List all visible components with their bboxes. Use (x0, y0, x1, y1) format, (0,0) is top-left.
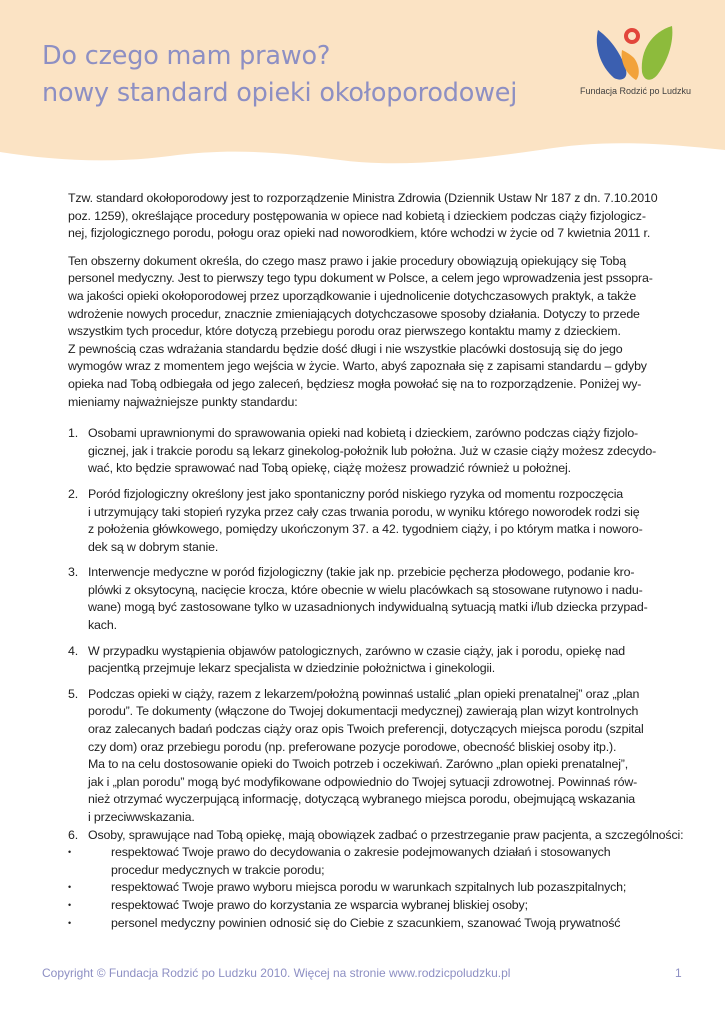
text-line: gicznej, jak i trakcie porodu są lekarz ginekolog-położnik lub położna. Już w czasie ciąży możesz zdecydo- (88, 443, 657, 458)
text-line: respektować Twoje prawo do korzystania ze wsparcia wybranej bliskiej osoby; (111, 897, 528, 912)
list-item (68, 486, 680, 556)
standard-points-list (68, 425, 684, 844)
list-item (68, 844, 680, 879)
text-line: dek są w dobrym stanie. (88, 539, 219, 554)
text-line: wymogów wraz z momentem jego wejścia w życie. Warto, abyś zapoznała się z zapisami standardu – gdyby (68, 359, 647, 374)
text-line: poz. 1259), określające procedury postępowania w opiece nad kobietą i dzieckiem podczas ciąży fizjologicz- (68, 208, 646, 223)
list-item (68, 425, 680, 478)
text-line: Osobami uprawnionymi do sprawowania opieki nad kobietą i dzieckiem, zarówno podczas ciąży fizjolo- (88, 426, 639, 441)
text-line: Ten obszerny dokument określa, do czego masz prawo i jakie procedury obowiązują opiekujący się Tobą (68, 253, 626, 268)
page-number: 1 (675, 966, 682, 980)
list-item (68, 643, 680, 678)
list-item (68, 897, 680, 915)
list-number: 3. (68, 565, 79, 580)
text-line: nej, fizjologicznego porodu, połogu oraz opieki nad noworodkiem, które wchodzi w życie od 7 kwietnia 2011 r. (68, 226, 651, 241)
list-item (68, 564, 680, 634)
overview-paragraph (68, 253, 680, 411)
footer-copyright: Copyright © Fundacja Rodzić po Ludzku 2010. Więcej na stronie www.rodzicpoludzku.pl (42, 966, 511, 980)
text-line: personel medyczny. Jest to pierwszy tego typu dokument w Polsce, a celem jego wprowadzenia jest pssopra- (68, 271, 653, 286)
logo-mark-icon (592, 20, 678, 84)
bullet-icon: • (68, 882, 72, 893)
text-line: mieniamy najważniejsze punkty standardu: (68, 394, 298, 409)
text-line: wszystkim tych procedur, które dotyczą przebiegu porodu oraz pierwszego kontaktu mamy z dzieckiem. (68, 324, 621, 339)
text-line: wać, kto będzie sprawować nad Tobą opiekę, ciążę możesz prowadzić również u położnej. (88, 461, 571, 476)
intro-paragraph (68, 190, 680, 243)
text-line: Osoby, sprawujące nad Tobą opiekę, mają obowiązek zadbać o przestrzeganie praw pacjenta, a szczególności: (88, 827, 684, 842)
title-line-1: Do czego mam prawo? (42, 41, 331, 71)
foundation-logo (580, 20, 690, 110)
text-line: Poród fizjologiczny określony jest jako spontaniczny poród niskiego ryzyka od momentu rozpoczęcia (88, 486, 624, 501)
text-line: jak i „plan porodu” mogą być modyfikowane odpowiednio do Twojej sytuacji zdrowotnej. Powinnaś rów- (88, 774, 638, 789)
document-body (68, 190, 684, 932)
page-title (42, 38, 517, 112)
text-line: pacjentką przejmuje lekarz specjalista w dziedzinie położnictwa i ginekologii. (88, 661, 496, 676)
text-line: personel medyczny powinien odnosić się do Ciebie z szacunkiem, szanować Twoją prywatność (111, 915, 621, 930)
list-item (68, 686, 680, 827)
list-item (68, 879, 680, 897)
text-line: opieka nad Tobą odbiegała od jego zaleceń, będziesz mogła powołać się na to rozporządzenie. Poniżej wy- (68, 376, 642, 391)
bullet-icon: • (68, 847, 72, 858)
text-line: Interwencje medyczne w poród fizjologiczny (takie jak np. przebicie pęcherza płodowego, podanie kro- (88, 565, 635, 580)
text-line: Podczas opieki w ciąży, razem z lekarzem/położną powinnaś ustalić „plan opieki prenatalnej” oraz „plan (88, 686, 640, 701)
list-number: 6. (68, 827, 79, 842)
patient-rights-list (68, 844, 680, 932)
text-line: plówki z oksytocyną, nacięcie krocza, które obecnie w wielu placówkach są stosowane rutynowo i nadu- (88, 582, 643, 597)
title-line-2: nowy standard opieki okołoporodowej (42, 78, 518, 108)
text-line: respektować Twoje prawo do decydowania o zakresie podejmowanych działań i stosowanych (111, 845, 611, 860)
text-line: Tzw. standard okołoporodowy jest to rozporządzenie Ministra Zdrowia (Dziennik Ustaw Nr 187 z dn. 7.10.2010 (68, 191, 658, 205)
list-number: 2. (68, 486, 79, 501)
logo-text: Fundacja Rodzić po Ludzku (580, 86, 692, 96)
text-line: kach. (88, 618, 117, 633)
text-line: czy dom) oraz przebiegu porodu (np. preferowane pozycje porodowe, obecność bliskiej osoby itp.). (88, 739, 617, 754)
text-line: nież otrzymać wyczerpującą informację, dotyczącą wybranego miejsca porodu, obejmującą wskazania (88, 792, 636, 807)
text-line: z położenia główkowego, pomiędzy ukończonym 37. a 42. tygodniem ciąży, i po którym matka i noworo- (88, 522, 643, 537)
list-item (68, 827, 684, 845)
text-line: oraz zalecanych badań podczas ciąży oraz opis Twoich preferencji, dotyczących miejsca porodu (szpital (88, 722, 644, 737)
text-line: i utrzymujący taki stopień ryzyka przez cały czas trwania porodu, w wyniku którego noworodek rodzi się (88, 504, 640, 519)
bullet-icon: • (68, 899, 72, 910)
text-line: Ma to na celu dostosowanie opieki do Twoich potrzeb i oczekiwań. Zarówno „plan opieki prenatalnej”, (88, 757, 629, 772)
text-line: wa jakości opieki okołoporodowej przez uporządkowanie i ujednolicenie dotychczasowych praktyk, a także (68, 288, 637, 303)
text-line: porodu”. Te dokumenty (włączone do Twojej dokumentacji medycznej) zawierają plan wizyt kontrolnych (88, 704, 639, 719)
text-line: wdrożenie nowych procedur, znacznie zmieniających dotychczasowe sposoby działania. Dotyczy to przede (68, 306, 640, 321)
text-line: respektować Twoje prawo wyboru miejsca porodu w warunkach szpitalnych lub pozaszpitalnych; (111, 880, 627, 895)
text-line: Z pewnością czas wdrażania standardu będzie dość długi i nie wszystkie placówki dostosują się do jego (68, 341, 623, 356)
list-item (68, 915, 680, 933)
list-number: 1. (68, 426, 79, 441)
list-number: 5. (68, 686, 79, 701)
text-line: wane) mogą być zastosowane tylko w uzasadnionych indywidualną sytuacją matki i/lub dziecka przypad- (88, 600, 648, 615)
text-line: procedur medycznych w trakcie porodu; (111, 862, 325, 877)
list-number: 4. (68, 643, 79, 658)
bullet-icon: • (68, 917, 72, 928)
text-line: W przypadku wystąpienia objawów patologicznych, zarówno w czasie ciąży, jak i porodu, opiekę nad (88, 643, 626, 658)
text-line: i przeciwwskazania. (88, 810, 195, 824)
